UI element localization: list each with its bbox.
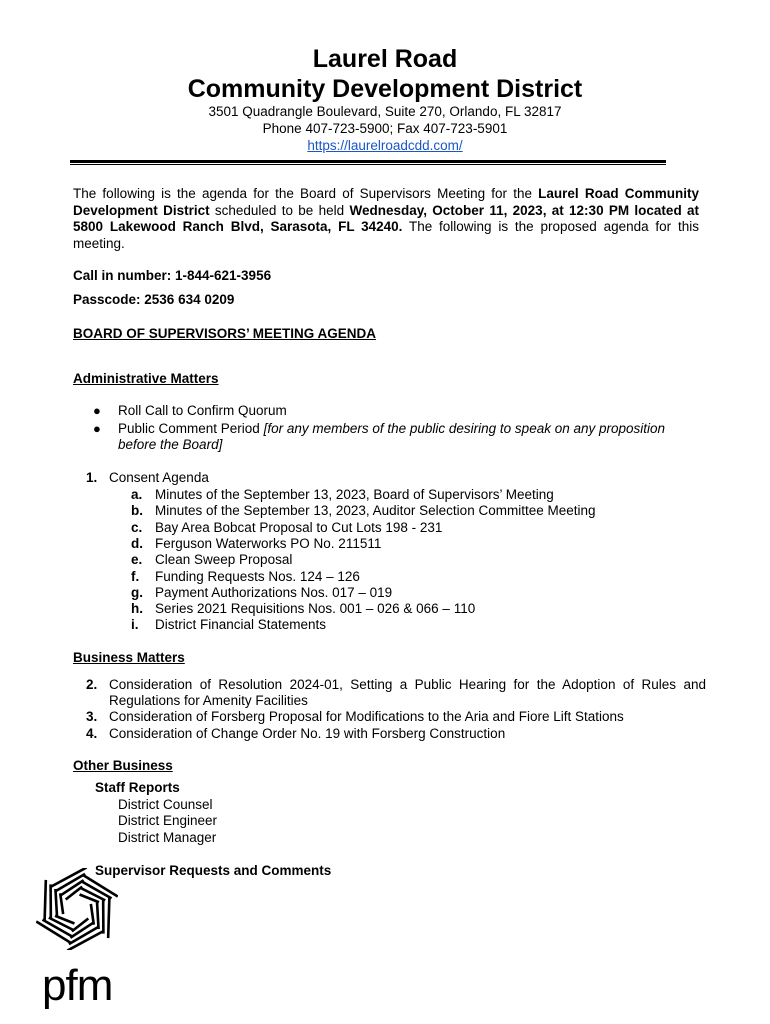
business-item-resolution-cont: Regulations for Amenity Facilities [109,693,308,708]
consent-item-letter: d. [131,535,143,551]
consent-item-letter: e. [131,552,143,568]
item-number: 2. [86,677,98,692]
call-in-number: Call in number: 1-844-621-3956 [73,268,272,283]
pfm-logo-text: pfm [42,961,113,1010]
bullet-icon: ● [93,421,101,436]
bullet-icon: ● [93,403,101,418]
public-comment-note: [for any members of the public desiring to speak on any proposition [263,421,666,436]
business-item-forsberg-proposal: Consideration of Forsberg Proposal for Modifications to the Aria and Fiore Lift Stations [109,709,624,724]
consent-item-text: Clean Sweep Proposal [155,552,293,568]
intro-paragraph [73,186,699,252]
admin-item-public-comment [118,421,665,438]
business-item-change-order: Consideration of Change Order No. 19 with Forsberg Construction [109,726,506,741]
district-website-link[interactable]: https://laurelroadcdd.com/ [307,138,463,153]
admin-item-roll-call: Roll Call to Confirm Quorum [118,403,287,418]
business-matters-heading: Business Matters [73,650,185,665]
item-number: 1. [86,470,98,485]
public-comment-note-line2: before the Board] [118,437,223,452]
consent-item-text: Funding Requests Nos. 124 – 126 [155,568,360,584]
intro-text-2: scheduled to be held [209,202,350,218]
district-address: 3501 Quadrangle Boulevard, Suite 270, Orlando, FL 32817 [208,104,562,119]
district-phone: Phone 407-723-5900; Fax 407-723-5901 [262,121,508,136]
admin-matters-heading: Administrative Matters [73,371,219,386]
consent-item-letter: b. [131,503,143,519]
consent-item-text: Bay Area Bobcat Proposal to Cut Lots 198 - 231 [155,519,443,535]
item-number: 3. [86,709,98,724]
consent-item-text: Ferguson Waterworks PO No. 211511 [155,535,382,551]
district-name-line1: Laurel Road [312,45,458,73]
report-district-counsel: District Counsel [118,797,213,812]
consent-item-text: Minutes of the September 13, 2023, Auditor Selection Committee Meeting [155,503,596,519]
business-item-resolution: Consideration of Resolution 2024-01, Setting a Public Hearing for the Adoption of Rules and [109,677,706,692]
other-business-heading: Other Business [73,758,173,773]
consent-item-letter: h. [131,601,143,617]
consent-item-text: Minutes of the September 13, 2023, Board of Supervisors’ Meeting [155,487,554,502]
consent-agenda-title: Consent Agenda [109,470,209,485]
intro-meeting-datetime: Wednesday, October 11, 2023, at 12:30 PM located at 5800 Lakewood Ranch Blvd, Sarasota, FL 34240. [73,202,699,234]
supervisor-requests-heading: Supervisor Requests and Comments [95,863,332,878]
report-district-manager: District Manager [118,830,217,845]
consent-item-letter: f. [131,568,140,584]
district-name-line2: Community Development District [187,75,583,103]
passcode: Passcode: 2536 634 0209 [73,292,235,307]
header-divider-thin [70,164,666,165]
item-number: 4. [86,726,98,741]
staff-reports-heading: Staff Reports [95,780,180,795]
consent-item-letter: a. [131,487,143,502]
agenda-title: BOARD OF SUPERVISORS’ MEETING AGENDA [73,326,377,341]
report-district-engineer: District Engineer [118,813,218,828]
intro-district-name: Laurel Road Community Development District [73,186,700,218]
intro-text-1: The following is the agenda for the Board of Supervisors Meeting for the [73,186,539,201]
public-comment-label: Public Comment Period [118,421,264,436]
public-comment-note-cont [118,437,222,454]
consent-item-letter: g. [131,584,143,600]
consent-item-text: Payment Authorizations Nos. 017 – 019 [155,584,393,600]
consent-item-letter: i. [131,617,139,633]
consent-item-letter: c. [131,519,143,535]
intro-text-3: The following is the proposed agenda for this meeting. [73,219,699,251]
consent-item-text: Series 2021 Requisitions Nos. 001 – 026 & 066 – 110 [155,601,476,617]
pfm-logo-icon [36,868,118,950]
consent-item-text: District Financial Statements [155,617,327,633]
header-divider-thick [70,160,666,163]
